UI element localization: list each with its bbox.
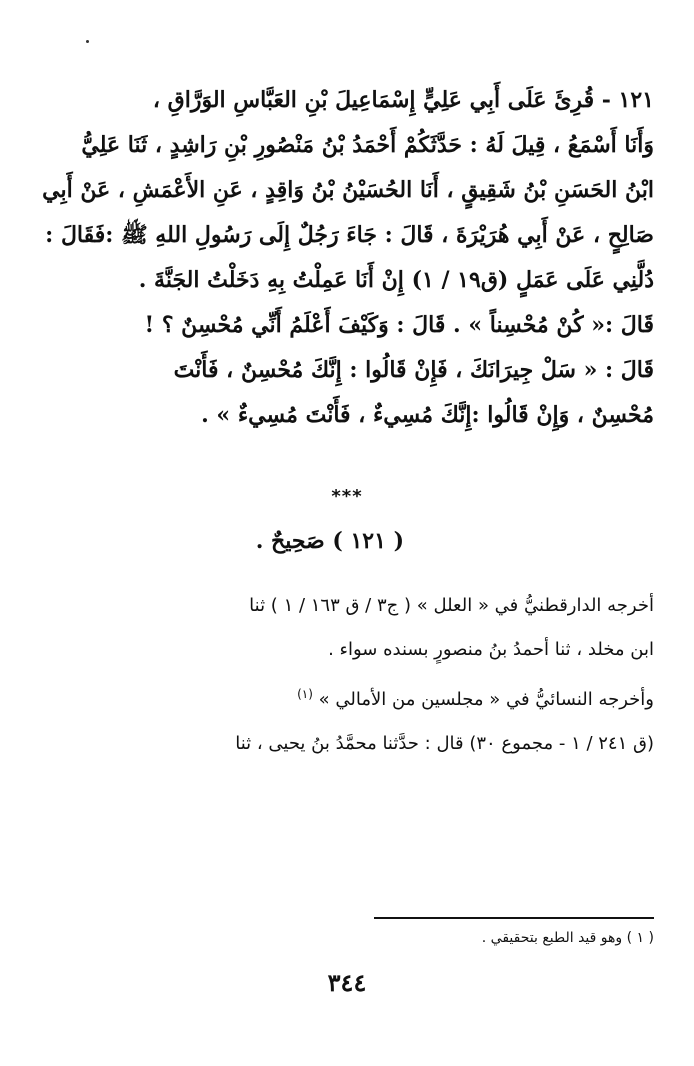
footnote: ( ١ ) وهو قيد الطبع بتحقيقي .	[481, 930, 654, 946]
hadith-line: دُلَّنِي عَلَى عَمَلٍ (ق١٩ / ١) إِنْ أَنَا عَمِلْتُ بِهِ دَخَلْتُ الجَنَّةَ .	[138, 267, 654, 293]
hadith-grade: ( ١٢١ ) صَحِيحٌ .	[255, 528, 404, 554]
page-speck	[86, 40, 89, 43]
hadith-line: وَأَنَا أَسْمَعُ ، قِيلَ لَهُ : حَدَّثَكُمْ أَحْمَدُ بْنُ مَنْصُورِ بْنِ رَاشِدٍ ، ثَنَا عَلِيُّ	[81, 132, 654, 158]
takhrij-line: أخرجه الدارقطنيُّ في « العلل » ( ج٣ / ق ١٦٣ / ١ ) ثنا	[249, 595, 654, 616]
hadith-text	[38, 78, 654, 438]
footnote-reference: (١)	[297, 687, 313, 701]
takhrij-line	[38, 672, 654, 722]
takhrij-text	[38, 584, 654, 766]
takhrij-line: ابن مخلد ، ثنا أحمدُ بنُ منصورٍ بسنده سواء .	[328, 639, 654, 660]
hadith-line: قَالَ : « سَلْ جِيرَانَكَ ، فَإِنْ قَالُوا : إِنَّكَ مُحْسِنٌ ، فَأَنْتَ	[173, 357, 654, 383]
hadith-line: ١٢١ - قُرِئَ عَلَى أَبِي عَلِيٍّ إِسْمَاعِيلَ بْنِ العَبَّاسِ الوَرَّاقِ ،	[152, 87, 654, 113]
hadith-line: ابْنُ الحَسَنِ بْنُ شَقِيقٍ ، أَنَا الحُسَيْنُ بْنُ وَاقِدٍ ، عَنِ الأَعْمَشِ ، عَنْ أَبِي	[42, 177, 654, 203]
footnote-divider	[374, 917, 654, 919]
section-separator: ***	[331, 486, 363, 507]
page-number: ٣٤٤	[327, 968, 367, 997]
takhrij-line-text: وأخرجه النسائيُّ في « مجلسين من الأمالي »	[318, 689, 654, 710]
hadith-line: قَالَ :« كُنْ مُحْسِناً » . قَالَ : وَكَيْفَ أَعْلَمُ أَنِّي مُحْسِنٌ ؟ !	[144, 312, 654, 338]
hadith-line: صَالِحٍ ، عَنْ أَبِي هُرَيْرَةَ ، قَالَ : جَاءَ رَجُلٌ إِلَى رَسُولِ اللهِ ﷺ :فَقَالَ :	[45, 222, 654, 248]
takhrij-line: (ق ٢٤١ / ١ - مجموع ٣٠) قال : حدَّثنا محمَّدُ بنُ يحيى ، ثنا	[235, 733, 654, 754]
hadith-line: مُحْسِنٌ ، وَإِنْ قَالُوا :إِنَّكَ مُسِيءٌ ، فَأَنْتَ مُسِيءٌ » .	[201, 402, 654, 428]
